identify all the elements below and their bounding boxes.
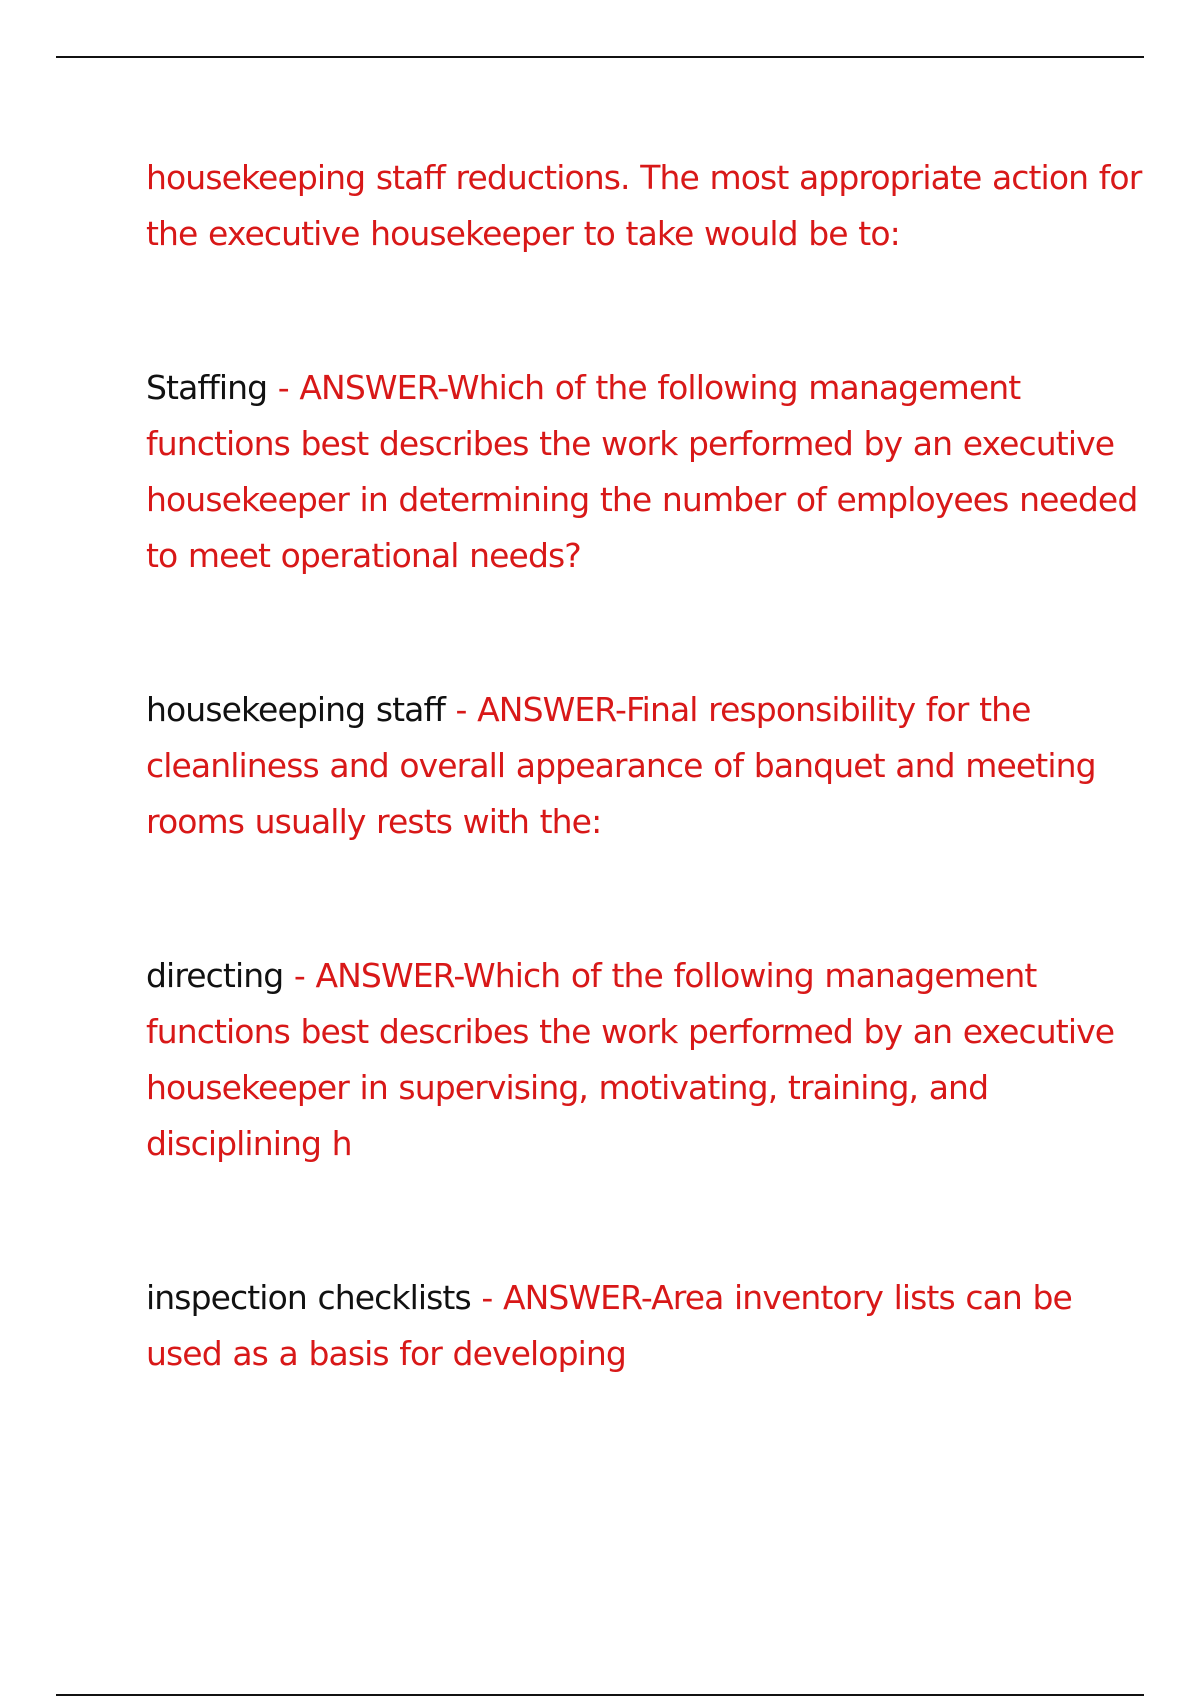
- term-separator: -: [267, 368, 300, 407]
- answer-term: housekeeping staff: [146, 690, 445, 729]
- answer-term: directing: [146, 956, 284, 995]
- qa-entry: [146, 682, 1146, 850]
- header-rule: [56, 56, 1144, 58]
- qa-entry: [146, 1270, 1146, 1382]
- term-separator: -: [470, 1278, 503, 1317]
- term-separator: -: [444, 690, 478, 729]
- question-text: ANSWER-Final responsibility for the cleanliness and overall appearance of banquet and meeting rooms usually rests with the:: [146, 690, 1096, 841]
- question-text: ANSWER-Which of the following management functions best describes the work performed by an executive housekeeper in determining the number of employees needed to meet operational needs?: [146, 368, 1138, 575]
- continuation-text: housekeeping staff reductions. The most appropriate action for the executive housekeeper to take would be to:: [146, 158, 1142, 253]
- question-text: ANSWER-Area inventory lists can be used as a basis for developing: [146, 1278, 1072, 1373]
- footer-rule: [56, 1694, 1144, 1696]
- qa-entry: [146, 948, 1146, 1172]
- question-text: ANSWER-Which of the following management functions best describes the work performed by an executive housekeeper in supervising, motivating, training, and disciplining h: [146, 956, 1115, 1163]
- answer-term: inspection checklists: [146, 1278, 471, 1317]
- continuation-paragraph: [146, 150, 1146, 262]
- qa-entry: [146, 360, 1146, 584]
- term-separator: -: [283, 956, 316, 995]
- answer-term: Staffing: [146, 368, 268, 407]
- document-body: [146, 150, 1146, 1480]
